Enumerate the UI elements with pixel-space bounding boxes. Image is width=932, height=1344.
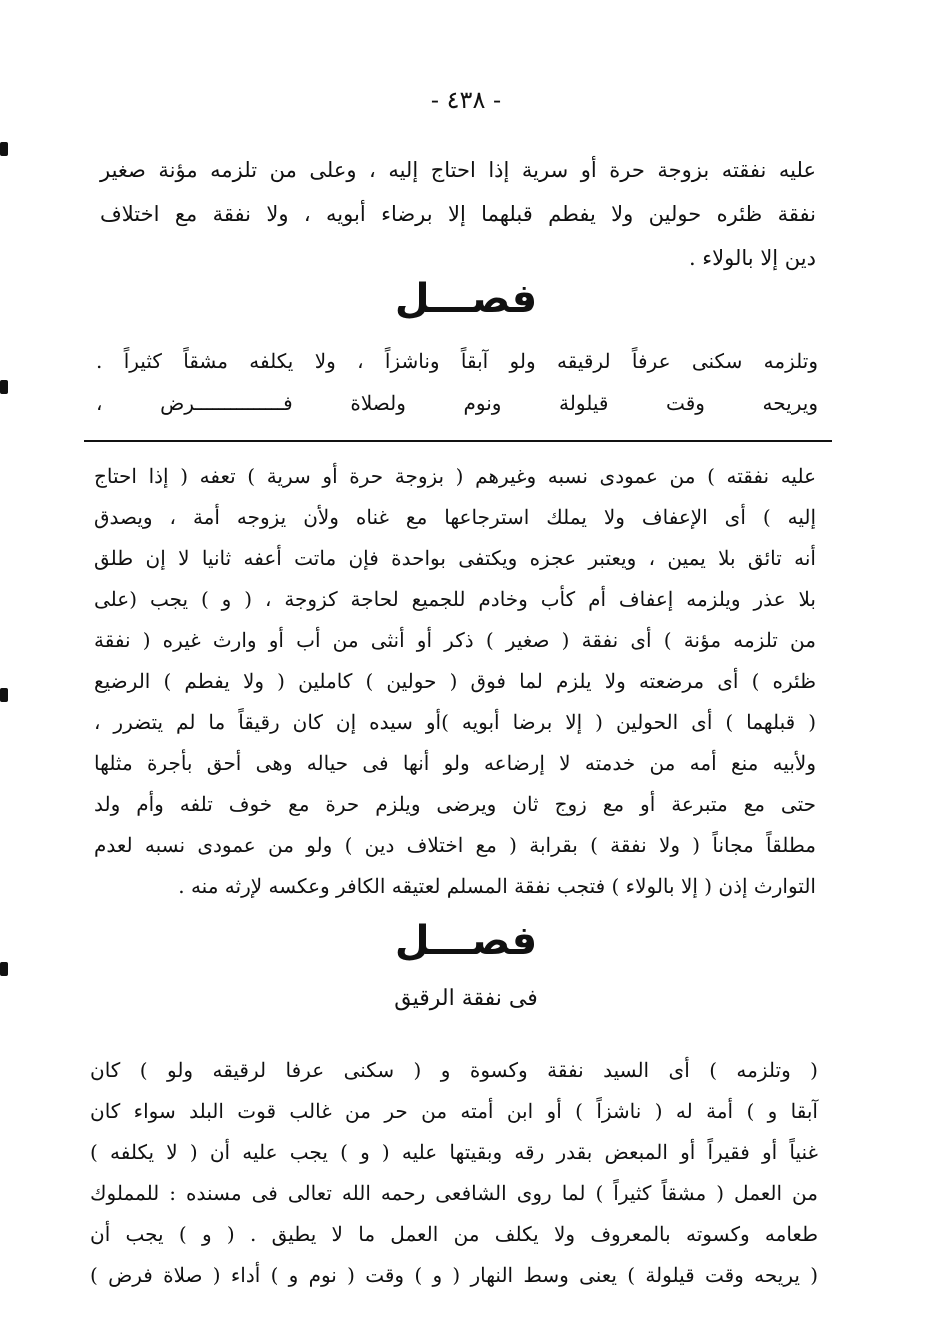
text-line: ولأبيه منع أمه من خدمته لا إرضاعه ولو أنها فى حياله وهى أحق بأجرة مثلها xyxy=(94,751,816,775)
margin-mark xyxy=(0,380,8,394)
text-line: إليه ) أى الإعفاف ولا يملك استرجاعها مع غناه ولأن يزوجه أمة ، ويصدق xyxy=(94,505,817,529)
commentary-text xyxy=(90,1050,818,1296)
text-line: ظئره ) أى مرضعته ولا يلزم لما فوق ( حولين ) كاملين ( ولا يفطم ) الرضيع xyxy=(94,669,816,693)
page-number: - ٤٣٨ - xyxy=(430,86,502,114)
text-line: عليه نفقته بزوجة حرة أو سرية إذا احتاج إليه ، وعلى من تلزمه مؤنة صغير xyxy=(100,158,816,182)
margin-mark xyxy=(0,962,8,976)
section-subheading: فى نفقة الرقيق xyxy=(394,986,538,1011)
text-line: ويريحه وقت قيلولة ونوم ولصلاة فـــــــــــــــرض ، xyxy=(96,391,818,415)
text-line: دين إلا بالولاء . xyxy=(688,246,816,270)
section-heading: فصـــل xyxy=(394,918,538,964)
text-line: ( يريحه وقت قيلولة ) يعنى وسط النهار ( و ) وقت ( نوم و ) أداء ( صلاة فرض ) xyxy=(90,1263,818,1287)
text-line: آبقا و ) أمة له ( ناشزاً ) أو ابن أمته من حر من غالب قوت البلد سواء كان xyxy=(90,1099,818,1123)
text-line: أنه تائق بلا يمين ، ويعتبر عجزه ويكتفى بواحدة فإن ماتت أعفه ثانيا لا إن طلق xyxy=(94,546,816,570)
text-line: من تلزمه مؤنة ) أى نفقة ( صغير ) ذكر أو أنثى من أب أو وارث غيره ( نفقة xyxy=(94,628,816,652)
text-line: نفقة ظئره حولين ولا يفطم قبلهما إلا برضاء أبويه ، ولا نفقة مع اختلاف xyxy=(100,202,816,226)
text-line: التوارث إذن ( إلا بالولاء ) فتجب نفقة المسلم لعتيقه الكافر وعكسه لإرثه منه . xyxy=(178,874,816,898)
text-line: ( قبلهما ) أى الحولين ( إلا برضا أبويه )أو سيده إن كان رقيقاً ما لم يتضرر ، xyxy=(94,710,816,734)
text-line: طعامه وكسوته بالمعروف ولا يكلف من العمل ما لا يطيق . ( و ) يجب أن xyxy=(90,1222,818,1246)
text-line: بلا عذر ويلزمه إعفاف أم كأب وخادم للجميع لحاجة كزوجة ، ( و ) يجب (على xyxy=(94,587,816,611)
section-heading: فصـــل xyxy=(394,276,538,322)
text-line: مطلقاً مجاناً ( ولا نفقة ) بقرابة ( مع اختلاف دين ) ولو من عمودى نسبه لعدم xyxy=(94,833,816,857)
matn-section-text xyxy=(96,340,818,424)
matn-top-text xyxy=(100,148,816,280)
text-line: حتى مع متبرعة أو مع زوج ثان ويرضى ويلزم حرة مع خوف تلفه وأم ولد xyxy=(94,792,816,816)
separator-line xyxy=(84,440,832,442)
text-line: عليه نفقته ) من عمودى نسبه وغيرهم ( بزوجة حرة أو سرية ) تعفه ( إذا احتاج xyxy=(94,464,816,488)
margin-mark xyxy=(0,688,8,702)
text-line: وتلزمه سكنى عرفاً لرقيقه ولو آبقاً وناشزاً ، ولا يكلفه مشقاً كثيراً . xyxy=(96,349,818,373)
text-line: من العمل ( مشقاً كثيراً ) لما روى الشافعى رحمه الله تعالى فى مسنده : للمملوك xyxy=(90,1181,818,1205)
text-line: ( وتلزمه ) أى السيد نفقة وكسوة و ( سكنى عرفا لرقيقه ولو ) كان xyxy=(90,1058,818,1082)
commentary-text xyxy=(94,456,816,907)
margin-mark xyxy=(0,142,8,156)
text-line: غنياً أو فقيراً أو المبعض بقدر رقه وبقيتها عليه ( و ) يجب عليه أن ( لا يكلفه ) xyxy=(90,1140,818,1164)
